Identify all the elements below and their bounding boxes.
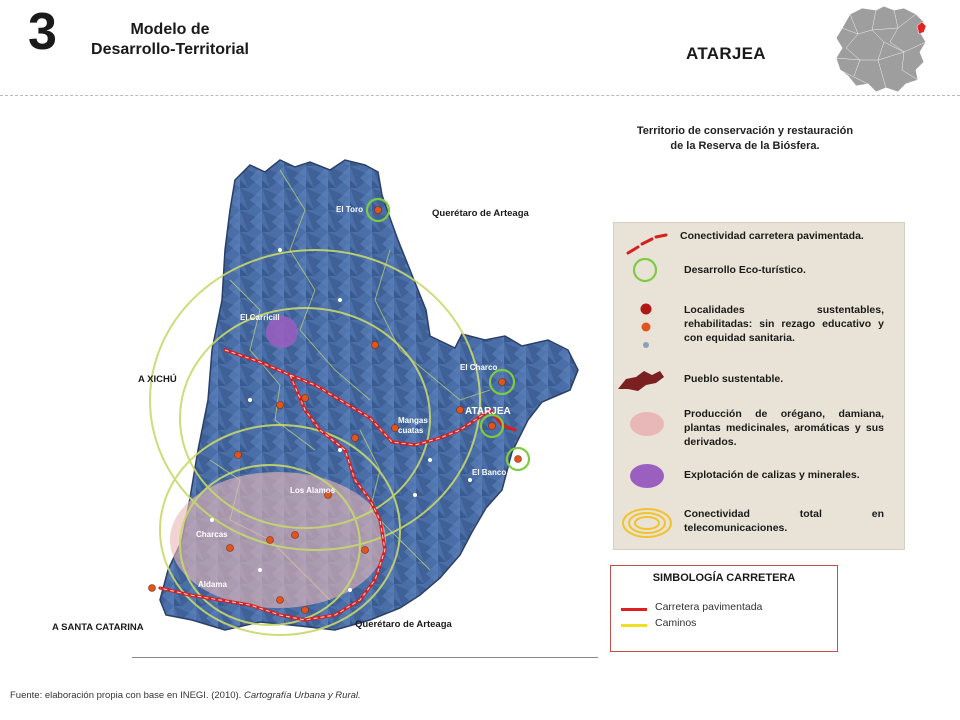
locality-dot [375, 207, 382, 214]
small-locality-dot [338, 448, 342, 452]
small-locality-dot [468, 478, 472, 482]
place-label-el-charco: El Charco [460, 363, 498, 372]
paved-road-swatch [621, 608, 647, 611]
locality-dot [292, 532, 299, 539]
small-locality-dot [248, 398, 252, 402]
legend-panel [613, 222, 905, 550]
legend-text-road: Conectividad carretera pavimentada. [680, 230, 864, 242]
locality-dot [302, 395, 309, 402]
state-locator-map [832, 4, 932, 94]
locality-dot [457, 407, 464, 414]
legend-text-telecom: Conectividad total en telecomunicaciones. [684, 508, 884, 534]
map-baseline [132, 657, 598, 658]
small-locality-dot [338, 298, 342, 302]
road-legend-paved: Carretera pavimentada [655, 601, 763, 613]
legend-text-production: Producción de orégano, damiana, plantas medicinales, aromáticas y sus derivados. [684, 408, 884, 448]
header-divider [0, 95, 960, 96]
locality-dots-icon [636, 301, 656, 353]
place-label-charcas: Charcas [196, 530, 228, 539]
access-label-santa-catarina: A SANTA CATARINA [52, 622, 144, 633]
concentric-rings-icon [620, 505, 674, 539]
page-title [70, 20, 270, 60]
neighbor-label-queretaro-north: Querétaro de Arteaga [432, 208, 529, 219]
locality-dot [372, 342, 379, 349]
locality-dot [235, 452, 242, 459]
place-label-los-alamos: Los Alamos [290, 486, 336, 495]
place-label-el-toro: El Toro [336, 205, 363, 214]
source-note [10, 690, 361, 701]
legend-title: Territorio de conservación y restauración de la Reserva de la Biósfera. [636, 125, 854, 152]
small-locality-dot [428, 458, 432, 462]
source-title: Cartografía Urbana y Rural. [243, 690, 361, 701]
state-outline [836, 6, 926, 92]
locality-dot [515, 456, 522, 463]
small-locality-dot [348, 588, 352, 592]
title-line-1: Modelo de [130, 21, 210, 38]
legend-text-town: Pueblo sustentable. [684, 373, 784, 385]
slide-number: 3 [28, 3, 57, 61]
pink-ellipse-icon [628, 409, 666, 439]
green-circle-icon [630, 255, 660, 285]
path-swatch [621, 624, 647, 627]
locality-dot [302, 607, 309, 614]
locality-dot [149, 585, 156, 592]
place-label-aldama: Aldama [198, 580, 227, 589]
small-locality-dot [413, 493, 417, 497]
legend-text-limestone: Explotación de calizas y minerales. [684, 469, 860, 481]
locality-dot [277, 402, 284, 409]
small-locality-dot [376, 164, 380, 168]
territorial-map [52, 100, 605, 660]
locality-dot [489, 423, 496, 430]
purple-ellipse-icon [628, 461, 666, 491]
legend-text-localities: Localidades sustentables, rehabilitadas: sin rezago educativo y con equidad sanitaria. [684, 304, 884, 344]
road-legend-paths: Caminos [655, 617, 697, 629]
municipal-seat-label: ATARJEA [465, 406, 511, 417]
town-shape-icon [616, 365, 666, 395]
access-label-xichu: A XICHÚ [138, 374, 177, 385]
small-locality-dot [278, 248, 282, 252]
mangas-cuatas-label: Mangas [398, 416, 428, 425]
place-label-el-carricillo: El Carricill [240, 313, 280, 322]
title-line-2: Desarrollo-Territorial [91, 41, 249, 58]
neighbor-label-queretaro-south: Querétaro de Arteaga [355, 619, 452, 630]
small-locality-dot [210, 518, 214, 522]
locality-dot [227, 545, 234, 552]
place-label-el-banco: El Banco [472, 468, 507, 477]
small-locality-dot [258, 568, 262, 572]
locality-dot [499, 379, 506, 386]
road-legend-title: SIMBOLOGÍA CARRETERA [652, 572, 796, 584]
locality-dot [362, 547, 369, 554]
legend-text-ecotourism: Desarrollo Eco-turístico. [684, 264, 806, 276]
locality-dot [267, 537, 274, 544]
road-dashes-icon [624, 231, 670, 257]
locality-dot [277, 597, 284, 604]
locality-dot [352, 435, 359, 442]
mangas-cuatas-label-line2: cuatas [398, 426, 424, 435]
municipality-name: ATARJEA [686, 44, 766, 63]
road-legend [610, 565, 838, 652]
source-text: Fuente: elaboración propia con base en INEGI. (2010). [10, 690, 244, 701]
